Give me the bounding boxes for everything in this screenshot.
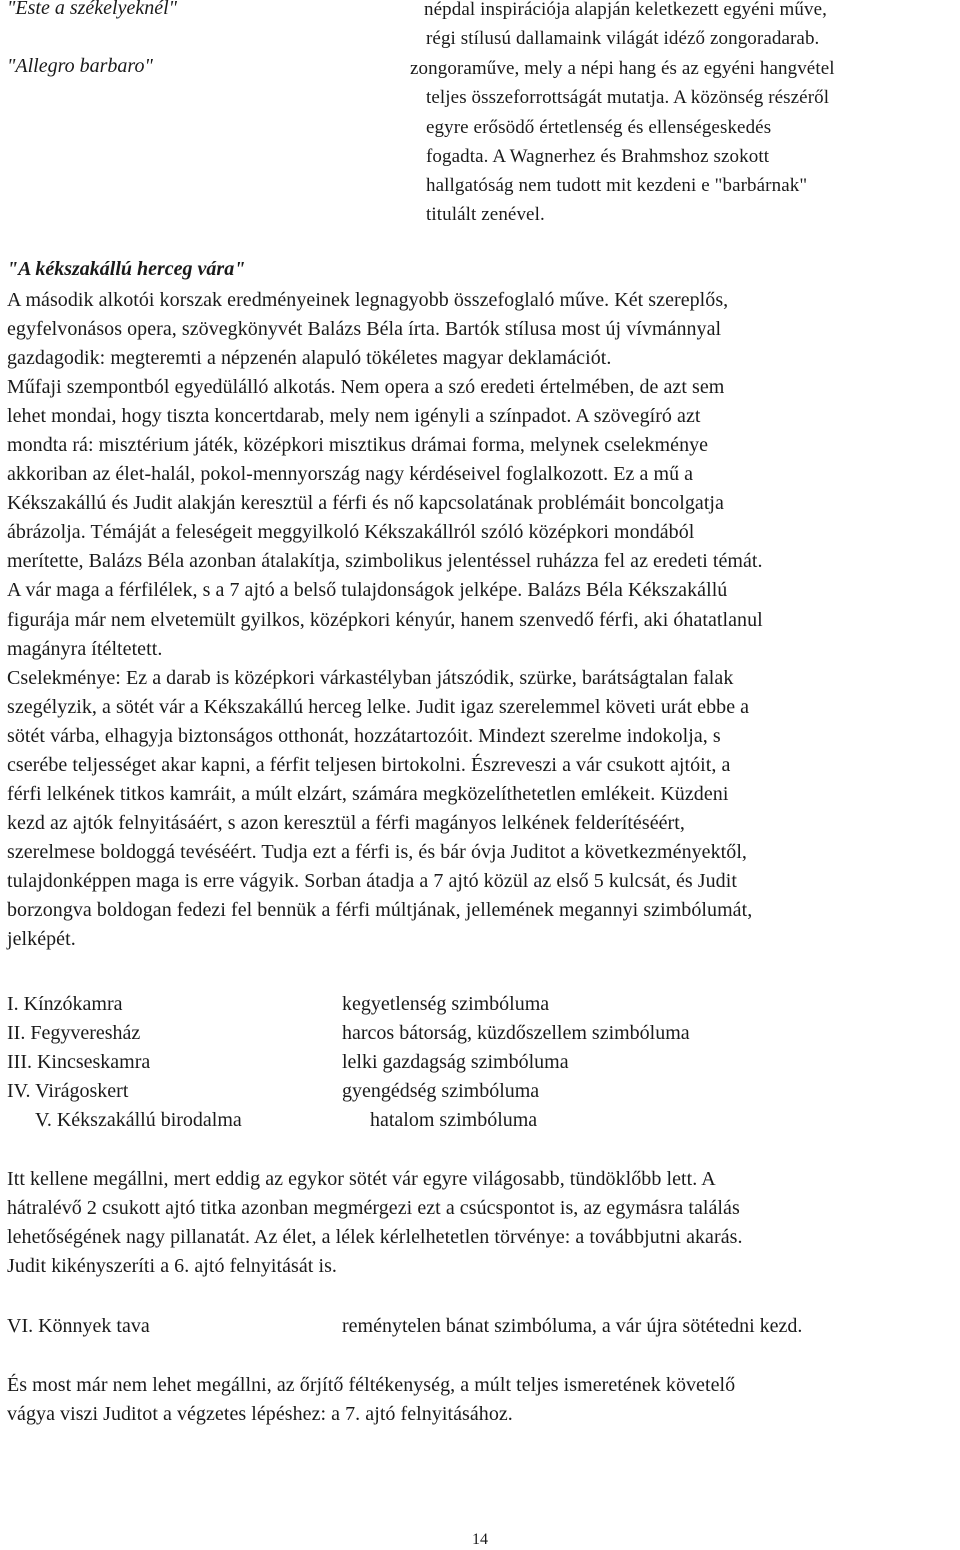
door-symbol: harcos bátorság, küzdőszellem szimbóluma: [342, 1022, 690, 1044]
description-line: hallgatóság nem tudott mit kezdeni e "barbárnak": [426, 175, 808, 197]
paragraph-line: férfi lelkének titkos kamráit, a múlt elzárt, számára megközelíthetetlen emlékeit. Küzdeni: [7, 782, 729, 805]
paragraph-line: ábrázolja. Témáját a feleségeit meggyilkoló Kékszakállról szóló középkori mondából: [7, 521, 695, 544]
door-name: IV. Virágoskert: [7, 1080, 129, 1102]
paragraph-line: A második alkotói korszak eredményeinek legnagyobb összefoglaló műve. Két szereplős,: [7, 289, 729, 311]
final-paragraph: [7, 1371, 957, 1429]
paragraph-line: cserébe teljességet akar kapni, a férfit teljesen birtokolni. Észreveszi a vár csukott ajtóit, a: [7, 753, 731, 776]
paragraph-line: lehetőségének nagy pillanatát. Az élet, a lélek kérlelhetetlen törvénye: a továbbjutni akarás.: [7, 1226, 743, 1249]
paragraph-line: borzongva boldogan fedezi fel bennük a férfi múltjának, jellemének megannyi szimbólumát,: [7, 898, 753, 921]
description-line: régi stílusú dallamaink világát idéző zongoradarab.: [426, 28, 820, 50]
paragraph-line: És most már nem lehet megállni, az őrjítő féltékenység, a múlt teljes ismeretének követelő: [7, 1374, 736, 1396]
paragraph-line: merítette, Balázs Béla azonban átalakítja, szimbolikus jelentéssel ruházza fel az eredeti témát.: [7, 550, 763, 573]
page-number: 14: [472, 1531, 488, 1548]
work-title-allegro: "Allegro barbaro": [7, 55, 153, 77]
door-name: III. Kincseskamra: [7, 1051, 151, 1073]
door-name: VI. Könnyek tava: [7, 1315, 150, 1337]
paragraph-line: Műfaji szempontból egyedülálló alkotás. Nem opera a szó eredeti értelmében, de azt sem: [7, 376, 725, 399]
paragraph-line: mondta rá: misztérium játék, középkori misztikus drámai forma, melynek cselekménye: [7, 434, 709, 457]
section-heading: "A kékszakállú herceg vára": [7, 258, 246, 280]
description-line: zongoraműve, mely a népi hang és az egyéni hangvétel: [410, 58, 835, 79]
main-paragraph: [7, 286, 957, 954]
door-name: II. Fegyveresház: [7, 1022, 141, 1044]
work-title-este: "Este a székelyeknél": [7, 0, 178, 19]
door-symbol: lelki gazdagság szimbóluma: [342, 1051, 569, 1073]
door-name: I. Kínzókamra: [7, 993, 123, 1015]
paragraph-line: gazdagodik: megteremti a népzenén alapuló tökéletes magyar deklamációt.: [7, 347, 612, 370]
paragraph-line: jelképét.: [7, 928, 76, 951]
paragraph-line: hátralévő 2 csukott ajtó titka azonban megmérgezi ezt a csúcspontot is, az egymásra találás: [7, 1197, 740, 1220]
description-este: [426, 0, 827, 54]
paragraph-line: figurája már nem elvetemült gyilkos, középkori kényúr, hanem szenvedő férfi, aki óhatatlanul: [7, 608, 763, 631]
description-line: teljes összeforrottságát mutatja. A közönség részéről: [426, 87, 830, 109]
door-name: V. Kékszakállú birodalma: [35, 1109, 242, 1131]
paragraph-line: vágya viszi Juditot a végzetes lépéshez: a 7. ajtó felnyitásához.: [7, 1403, 513, 1426]
paragraph-line: Cselekménye: Ez a darab is középkori várkastélyban játszódik, szürke, barátságtalan falak: [7, 666, 734, 689]
paragraph-line: egyfelvonásos opera, szövegkönyvét Balázs Béla írta. Bartók stílusa most új vívmánnyal: [7, 318, 722, 341]
second-paragraph: [7, 1165, 957, 1281]
paragraph-line: Kékszakállú és Judit alakján keresztül a férfi és nő kapcsolatának problémáit boncolgatja: [7, 492, 724, 515]
paragraph-line: lehet mondai, hogy tiszta koncertdarab, mely nem igényli a színpadot. A szövegíró azt: [7, 405, 701, 428]
description-line: egyre erősödő értetlenség és ellenségeskedés: [426, 116, 772, 138]
paragraph-line: A vár maga a férfilélek, s a 7 ajtó a belső tulajdonságok jelképe. Balázs Béla Kékszakállú: [7, 579, 728, 602]
paragraph-line: Itt kellene megállni, mert eddig az egykor sötét vár egyre világosabb, tündöklőbb lett. A: [7, 1168, 716, 1190]
description-line: népdal inspirációja alapján keletkezett egyéni műve,: [424, 0, 827, 20]
paragraph-line: magányra ítéltetett.: [7, 637, 163, 660]
paragraph-line: Judit kikényszeríti a 6. ajtó felnyitását is.: [7, 1255, 337, 1278]
description-line: fogadta. A Wagnerhez és Brahmshoz szokott: [426, 145, 770, 167]
paragraph-line: sötét várba, elhagyja biztonságos otthonát, hozzátartozóit. Mindezt szerelme indokolja, s: [7, 724, 721, 747]
door-symbol: hatalom szimbóluma: [370, 1109, 538, 1131]
door-symbol: gyengédség szimbóluma: [342, 1080, 540, 1102]
paragraph-line: akkoriban az élet-halál, pokol-mennyország nagy kérdéseivel foglalkozott. Ez a mű a: [7, 463, 694, 486]
description-line: titulált zenével.: [426, 204, 545, 226]
paragraph-line: tulajdonképpen maga is erre vágyik. Sorban átadja a 7 ajtó közül az első 5 kulcsát, és Judit: [7, 869, 737, 892]
door-symbol: kegyetlenség szimbóluma: [342, 993, 550, 1015]
paragraph-line: kezd az ajtók felnyitásáért, s azon keresztül a férfi magányos lelkének felderítéséért,: [7, 811, 685, 834]
paragraph-line: szegélyzik, a sötét vár a Kékszakállú herceg lelke. Judit igaz szerelemmel követi urát ebbe a: [7, 695, 750, 718]
door-symbol: reménytelen bánat szimbóluma, a vár újra sötétedni kezd.: [342, 1315, 803, 1337]
description-allegro: [410, 54, 835, 230]
paragraph-line: szerelmese boldoggá tevéséért. Tudja ezt a férfi is, és bár óvja Juditot a következményektől,: [7, 840, 747, 863]
